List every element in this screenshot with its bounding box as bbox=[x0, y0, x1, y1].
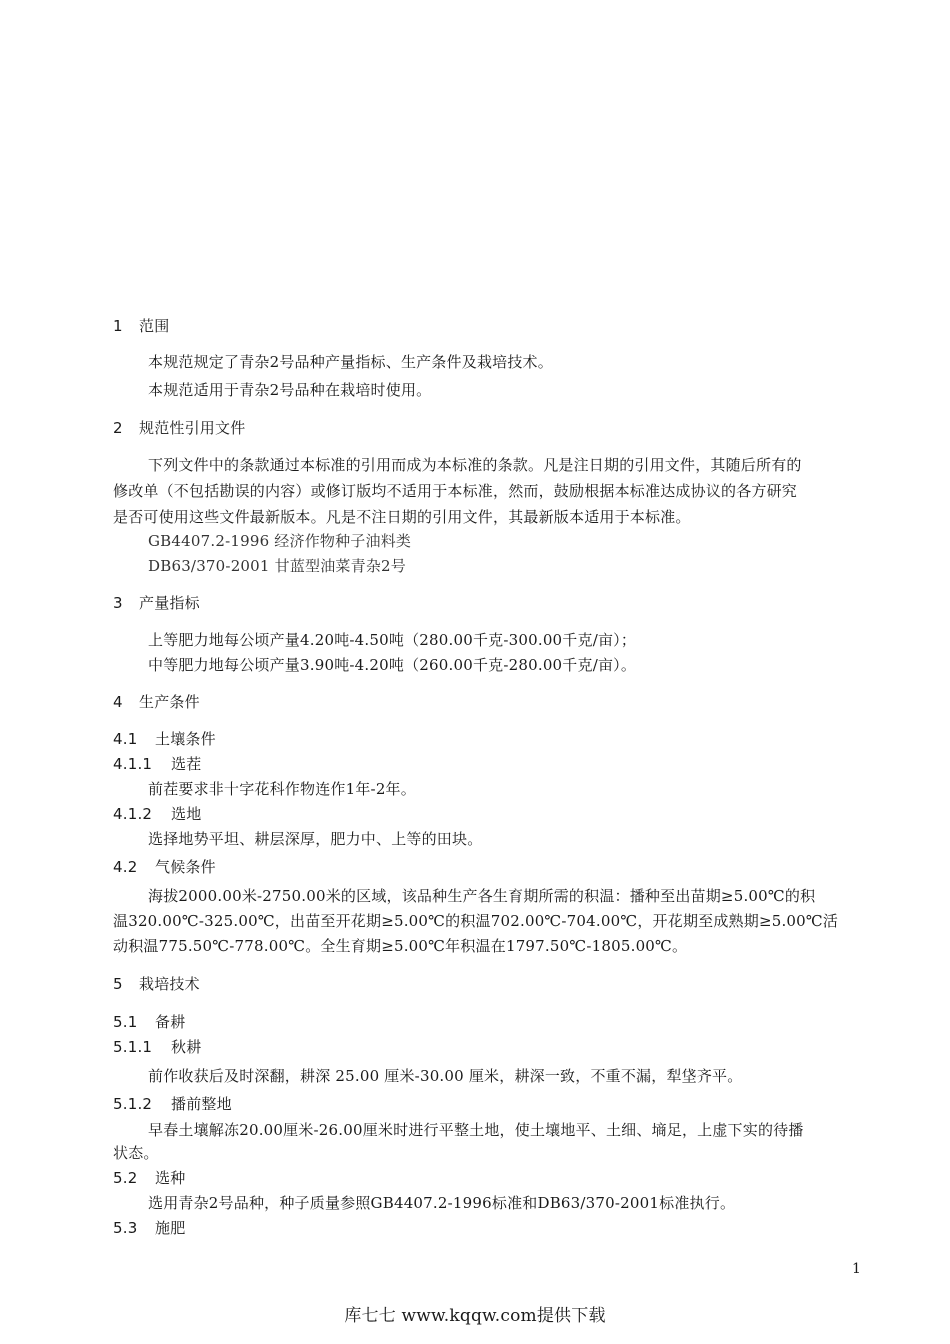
subsection-number: 5.3 bbox=[113, 1219, 138, 1237]
paragraph-line: 动积温775.50℃-778.00℃。全生育期≥5.00℃年积温在1797.50℃-1805.00℃。 bbox=[113, 937, 688, 955]
paragraph-line: 是否可使用这些文件最新版本。凡是不注日期的引用文件，其最新版本适用于本标准。 bbox=[113, 508, 691, 526]
subsection-5-2-heading bbox=[113, 1168, 185, 1188]
download-footer: 库七七 www.kqqw.com提供下载 bbox=[344, 1306, 606, 1326]
subsection-number: 5.1.1 bbox=[113, 1038, 153, 1056]
subsection-4-1-heading bbox=[113, 729, 216, 749]
paragraph-line: 海拔2000.00米-2750.00米的区域，该品种生产各生育期所需的积温：播种至出苗期≥5.00℃的积 bbox=[148, 887, 816, 905]
subsection-title: 秋耕 bbox=[171, 1038, 202, 1056]
section-number: 2 bbox=[113, 419, 123, 437]
subsection-title: 备耕 bbox=[155, 1013, 186, 1031]
section-title: 规范性引用文件 bbox=[139, 419, 246, 437]
page-number: 1 bbox=[852, 1261, 862, 1277]
subsection-title: 施肥 bbox=[155, 1219, 186, 1237]
subsection-number: 4.2 bbox=[113, 858, 138, 876]
paragraph-line: 早春土壤解冻20.00厘米-26.00厘米时进行平整土地，使土壤地平、土细、墒足，上虚下实的待播 bbox=[148, 1121, 804, 1139]
section-number: 1 bbox=[113, 317, 123, 335]
section-number: 4 bbox=[113, 693, 123, 711]
subsection-5-1-1-heading bbox=[113, 1037, 201, 1057]
subsection-4-1-2-heading bbox=[113, 804, 201, 824]
paragraph: 前茬要求非十字花科作物连作1年-2年。 bbox=[148, 780, 416, 798]
section-1-heading bbox=[113, 316, 169, 336]
section-number: 5 bbox=[113, 975, 123, 993]
subsection-title: 选种 bbox=[155, 1169, 186, 1187]
subsection-number: 4.1.1 bbox=[113, 755, 153, 773]
subsection-title: 气候条件 bbox=[155, 858, 216, 876]
paragraph: 本规范规定了青杂2号品种产量指标、生产条件及栽培技术。 bbox=[148, 353, 553, 371]
subsection-number: 4.1.2 bbox=[113, 805, 153, 823]
subsection-title: 选茬 bbox=[171, 755, 202, 773]
subsection-title: 播前整地 bbox=[171, 1095, 232, 1113]
subsection-5-1-2-heading bbox=[113, 1094, 232, 1114]
section-3-heading bbox=[113, 593, 200, 613]
subsection-number: 4.1 bbox=[113, 730, 138, 748]
section-2-heading bbox=[113, 418, 245, 438]
paragraph: 上等肥力地每公顷产量4.20吨-4.50吨（280.00千克-300.00千克/亩）； bbox=[148, 631, 637, 649]
paragraph: 前作收获后及时深翻，耕深 25.00 厘米-30.00 厘米，耕深一致，不重不漏，犁垡齐平。 bbox=[148, 1067, 743, 1085]
paragraph-line: 状态。 bbox=[113, 1144, 159, 1162]
section-5-heading bbox=[113, 974, 200, 994]
paragraph-line: 下列文件中的条款通过本标准的引用而成为本标准的条款。凡是注日期的引用文件，其随后所有的 bbox=[148, 456, 802, 474]
section-4-heading bbox=[113, 692, 200, 712]
subsection-5-3-heading bbox=[113, 1218, 185, 1238]
subsection-4-2-heading bbox=[113, 857, 216, 877]
paragraph: 本规范适用于青杂2号品种在栽培时使用。 bbox=[148, 381, 432, 399]
reference-item: GB4407.2-1996 经济作物种子油料类 bbox=[148, 532, 412, 550]
subsection-4-1-1-heading bbox=[113, 754, 201, 774]
subsection-title: 选地 bbox=[171, 805, 202, 823]
reference-item: DB63/370-2001 甘蓝型油菜青杂2号 bbox=[148, 557, 406, 575]
subsection-number: 5.1 bbox=[113, 1013, 138, 1031]
subsection-number: 5.2 bbox=[113, 1169, 138, 1187]
paragraph-line: 温320.00℃-325.00℃，出苗至开花期≥5.00℃的积温702.00℃-704.00℃，开花期至成熟期≥5.00℃活 bbox=[113, 912, 839, 930]
subsection-number: 5.1.2 bbox=[113, 1095, 153, 1113]
section-title: 生产条件 bbox=[139, 693, 200, 711]
subsection-5-1-heading bbox=[113, 1012, 185, 1032]
section-title: 产量指标 bbox=[139, 594, 200, 612]
subsection-title: 土壤条件 bbox=[155, 730, 216, 748]
paragraph: 中等肥力地每公顷产量3.90吨-4.20吨（260.00千克-280.00千克/亩）。 bbox=[148, 656, 637, 674]
section-number: 3 bbox=[113, 594, 123, 612]
section-title: 栽培技术 bbox=[139, 975, 200, 993]
paragraph: 选用青杂2号品种，种子质量参照GB4407.2-1996标准和DB63/370-2001标准执行。 bbox=[148, 1194, 736, 1212]
paragraph-line: 修改单（不包括勘误的内容）或修订版均不适用于本标准，然而，鼓励根据本标准达成协议的各方研究 bbox=[113, 482, 798, 500]
section-title: 范围 bbox=[139, 317, 170, 335]
paragraph: 选择地势平坦、耕层深厚，肥力中、上等的田块。 bbox=[148, 830, 483, 848]
